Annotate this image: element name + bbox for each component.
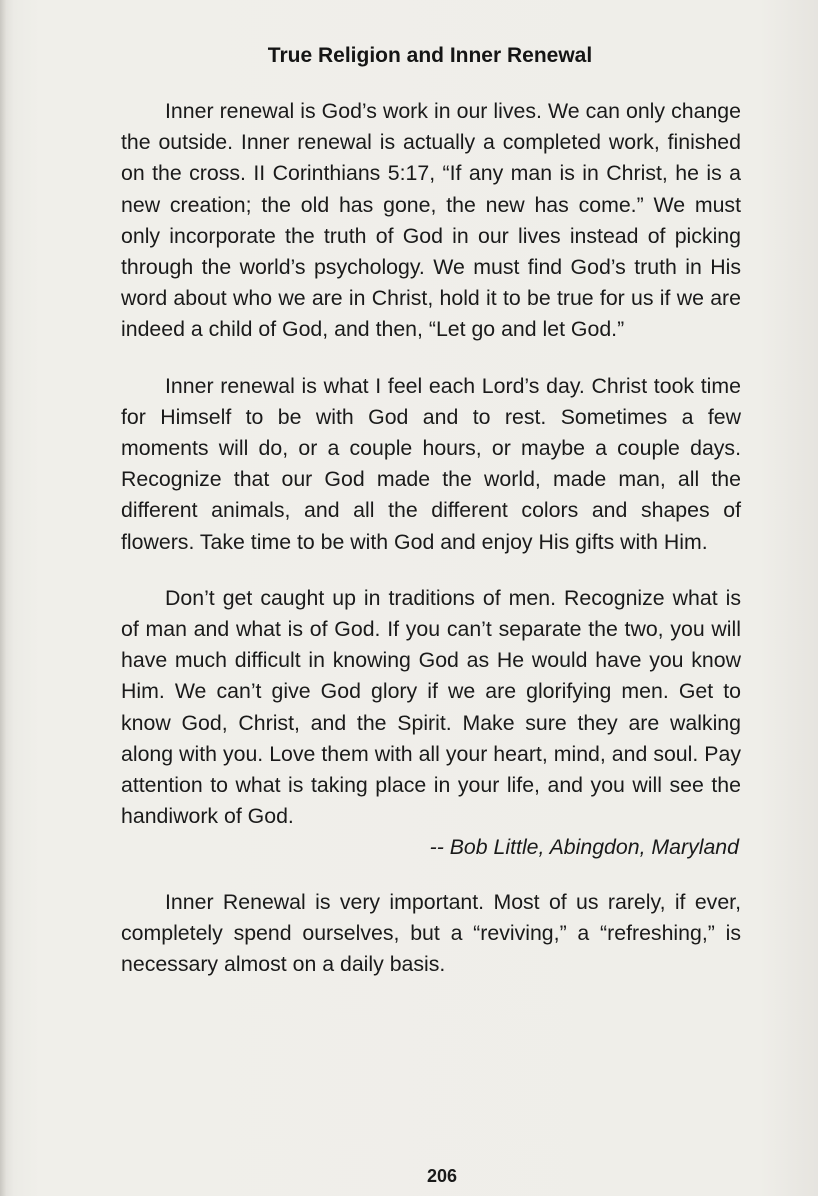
paragraph-3: Don’t get caught up in traditions of men. Recognize what is of man and what is of God. If you can’t separate the two, you will have much difficult in knowing God as He would have you know Him. We can’t give God glory if we are glorifying men. Get to know God, Christ, and the Spirit. Make sure they are walking along with you. Love them with all your heart, mind, and soul. Pay attention to what is taking place in your life, and you will see the handiwork of God. [121, 585, 741, 829]
page-title: True Religion and Inner Renewal [267, 44, 593, 67]
body-text [121, 96, 741, 980]
page-edge [0, 0, 6, 1196]
paragraph-1: Inner renewal is God’s work in our lives. We can only change the outside. Inner renewal is actually a completed work, finished on the cross. II Corinthians 5:17, “If any man is in Christ, he is a new creation; the old has gone, the new has come.” We must only incorporate the truth of God in our lives instead of picking through the world’s psychology. We must find God’s truth in His word about who we are in Christ, hold it to be true for us if we are indeed a child of God, and then, “Let go and let God.” [121, 99, 741, 342]
paragraph-2: Inner renewal is what I feel each Lord’s day. Christ took time for Himself to be with God and to rest. Sometimes a few moments will do, or a couple hours, or maybe a couple days. Recognize that our God made the world, made man, all the different animals, and all the different colors and shapes of flowers. Take time to be with God and enjoy His gifts with Him. [121, 373, 741, 554]
page-number: 206 [426, 1166, 458, 1186]
attribution: -- Bob Little, Abingdon, Maryland [429, 835, 739, 860]
paragraph-4: Inner Renewal is very important. Most of us rarely, if ever, completely spend ourselves, but a “reviving,” a “refreshing,” is necessary almost on a daily basis. [121, 889, 741, 977]
